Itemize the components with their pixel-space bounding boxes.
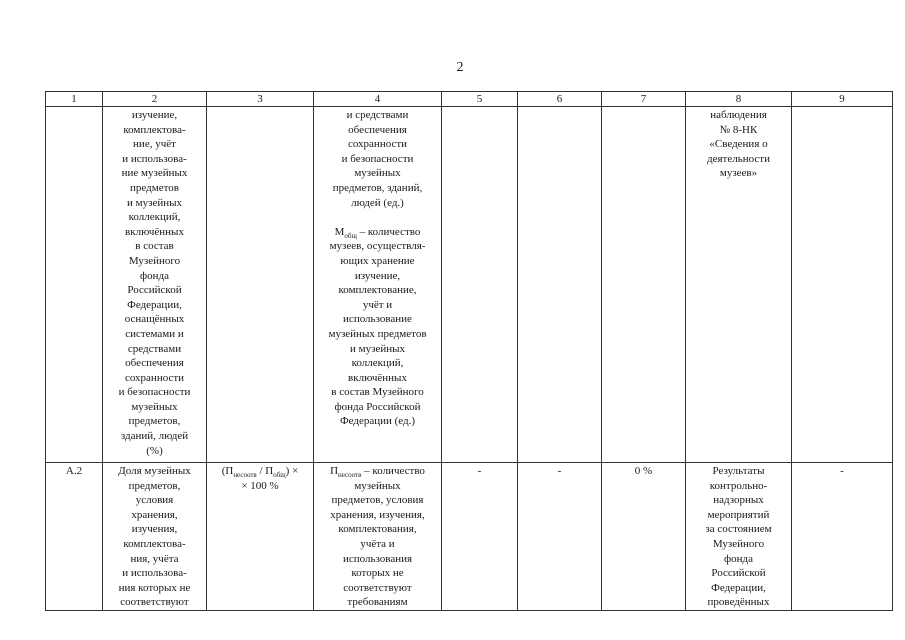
cell-line: коллекций, bbox=[128, 211, 181, 224]
cell-line: (%) bbox=[146, 444, 163, 457]
cell-line: наблюдения bbox=[710, 109, 767, 121]
cell-line: комплектова- bbox=[123, 123, 186, 136]
cell-line: Федерации, bbox=[711, 581, 766, 594]
table-cell bbox=[792, 107, 893, 463]
indicator-name-cell bbox=[103, 463, 207, 611]
cell-line: за состоянием bbox=[705, 523, 772, 536]
cell-line: включённых bbox=[125, 225, 184, 238]
indicator-table bbox=[45, 91, 893, 611]
cell-line: предметов bbox=[130, 181, 179, 194]
cell-line: сохранности bbox=[347, 138, 408, 151]
column-header: 4 bbox=[314, 92, 442, 107]
cell-line: требованиям bbox=[347, 596, 408, 609]
data-source-cell bbox=[686, 107, 792, 463]
cell-line: Доля музейных bbox=[118, 465, 191, 477]
dash-cell: - bbox=[792, 463, 893, 611]
formula-line bbox=[209, 464, 311, 479]
cell-line: предметов, bbox=[128, 479, 181, 492]
table-cell bbox=[602, 107, 686, 463]
cell-line: соответствуют bbox=[120, 596, 189, 609]
cell-line: контрольно- bbox=[709, 479, 768, 492]
cell-line: учёта и bbox=[360, 537, 395, 550]
column-header: 2 bbox=[103, 92, 207, 107]
cell-line: Российской bbox=[127, 284, 182, 297]
cell-line: и использова- bbox=[122, 567, 187, 580]
variables-cell bbox=[314, 107, 442, 463]
table-cell bbox=[207, 107, 314, 463]
cell-line: и музейных bbox=[127, 196, 182, 209]
table-cell bbox=[46, 107, 103, 463]
table-cell bbox=[442, 107, 518, 463]
cell-line: системами и bbox=[125, 327, 184, 340]
cell-line: ния, учёта bbox=[130, 552, 179, 565]
cell-line: музейных bbox=[354, 479, 401, 492]
cell-line: зданий, людей bbox=[120, 430, 189, 443]
cell-line: и безопасности bbox=[341, 152, 414, 165]
cell-line: включённых bbox=[348, 371, 407, 384]
table-cell bbox=[518, 107, 602, 463]
cell-line: оснащённых bbox=[124, 313, 185, 326]
column-header: 3 bbox=[207, 92, 314, 107]
table-row bbox=[46, 107, 893, 463]
column-header: 7 bbox=[602, 92, 686, 107]
cell-line: людей (ед.) bbox=[351, 196, 404, 209]
column-header: 5 bbox=[442, 92, 518, 107]
variable-subscript: общ bbox=[344, 231, 357, 240]
variables-cell bbox=[314, 463, 442, 611]
variable-definition-line bbox=[316, 225, 439, 240]
dash-cell: - bbox=[442, 463, 518, 611]
formula-part: (П bbox=[221, 465, 234, 477]
cell-line: № 8-НК bbox=[719, 123, 758, 136]
cell-line: музейных bbox=[131, 400, 178, 413]
cell-line: надзорных bbox=[713, 494, 764, 507]
cell-line: предметов, bbox=[128, 415, 181, 428]
cell-line: и музейных bbox=[350, 342, 405, 355]
cell-line: хранения, bbox=[131, 508, 178, 521]
page-number: 2 bbox=[456, 60, 464, 75]
cell-line: ние, учёт bbox=[133, 138, 176, 151]
cell-line: в состав bbox=[135, 240, 174, 253]
dash-cell: - bbox=[518, 463, 602, 611]
blank-line bbox=[316, 210, 439, 225]
formula-subscript: несоотв bbox=[233, 471, 257, 480]
cell-line: и средствами bbox=[346, 109, 409, 121]
cell-line: использования bbox=[342, 552, 413, 565]
formula-part: ) × bbox=[285, 465, 299, 477]
cell-line: изучение, bbox=[131, 109, 178, 121]
cell-line: использование bbox=[343, 313, 412, 326]
cell-line: которых не bbox=[351, 567, 404, 580]
table-row bbox=[46, 463, 893, 611]
variable-symbol: М bbox=[334, 225, 345, 238]
cell-line: в состав Музейного bbox=[331, 386, 424, 399]
variable-symbol: П bbox=[330, 465, 339, 477]
cell-line: обеспечения bbox=[348, 123, 407, 136]
formula-line: × 100 % bbox=[241, 479, 279, 492]
cell-line: коллекций, bbox=[351, 357, 404, 370]
row-number-cell: А.2 bbox=[46, 463, 103, 611]
cell-line: Российской bbox=[711, 567, 766, 580]
cell-line: условия bbox=[135, 494, 174, 507]
cell-line: комплектование, bbox=[338, 284, 417, 297]
cell-line: предметов, зданий, bbox=[332, 181, 423, 194]
cell-line: Результаты bbox=[712, 465, 765, 477]
cell-line: «Сведения о bbox=[709, 138, 768, 151]
cell-line: хранения, изучения, bbox=[330, 508, 425, 521]
cell-line: средствами bbox=[127, 342, 182, 355]
cell-line: фонда bbox=[724, 552, 753, 565]
column-header: 8 bbox=[686, 92, 792, 107]
cell-line: соответствуют bbox=[343, 581, 412, 594]
cell-line: – количество bbox=[361, 465, 425, 477]
cell-line: деятельности bbox=[707, 152, 770, 165]
column-header: 6 bbox=[518, 92, 602, 107]
cell-line: мероприятий bbox=[707, 508, 770, 521]
data-source-cell bbox=[686, 463, 792, 611]
cell-line: и использова- bbox=[122, 152, 187, 165]
value-cell: 0 % bbox=[602, 463, 686, 611]
indicator-name-cell bbox=[103, 107, 207, 463]
formula-part: / П bbox=[256, 465, 274, 477]
variable-definition-line bbox=[316, 464, 439, 479]
variable-subscript: несоотв bbox=[338, 471, 362, 480]
cell-line: ния которых не bbox=[118, 581, 191, 594]
cell-line: учёт и bbox=[362, 298, 393, 311]
formula-subscript: общ bbox=[273, 471, 286, 480]
cell-line: сохранности bbox=[124, 371, 185, 384]
cell-line: ние музейных bbox=[121, 167, 188, 180]
cell-line: Федерации, bbox=[127, 298, 182, 311]
cell-line: фонда Российской bbox=[334, 400, 421, 413]
cell-line: Музейного bbox=[128, 254, 181, 267]
cell-line: обеспечения bbox=[125, 357, 184, 370]
header-row bbox=[46, 92, 893, 107]
cell-line: музеев, осуществля- bbox=[329, 240, 426, 253]
cell-line: комплектова- bbox=[123, 537, 186, 550]
cell-line: комплектования, bbox=[338, 523, 417, 536]
cell-line: изучения, bbox=[131, 523, 178, 536]
cell-line: музейных предметов bbox=[328, 327, 427, 340]
cell-line: предметов, условия bbox=[331, 494, 424, 507]
column-header: 1 bbox=[46, 92, 103, 107]
cell-line: ющих хранение bbox=[340, 254, 415, 267]
column-header: 9 bbox=[792, 92, 893, 107]
formula-cell bbox=[207, 463, 314, 611]
cell-line: музеев» bbox=[719, 167, 758, 180]
cell-line: изучение, bbox=[354, 269, 401, 282]
cell-line: фонда bbox=[140, 269, 169, 282]
cell-line: Федерации (ед.) bbox=[339, 415, 416, 428]
cell-line: проведённых bbox=[707, 596, 770, 609]
cell-line: – количество bbox=[356, 225, 421, 238]
cell-line: музейных bbox=[354, 167, 401, 180]
cell-line: Музейного bbox=[712, 537, 765, 550]
cell-line: и безопасности bbox=[118, 386, 191, 399]
